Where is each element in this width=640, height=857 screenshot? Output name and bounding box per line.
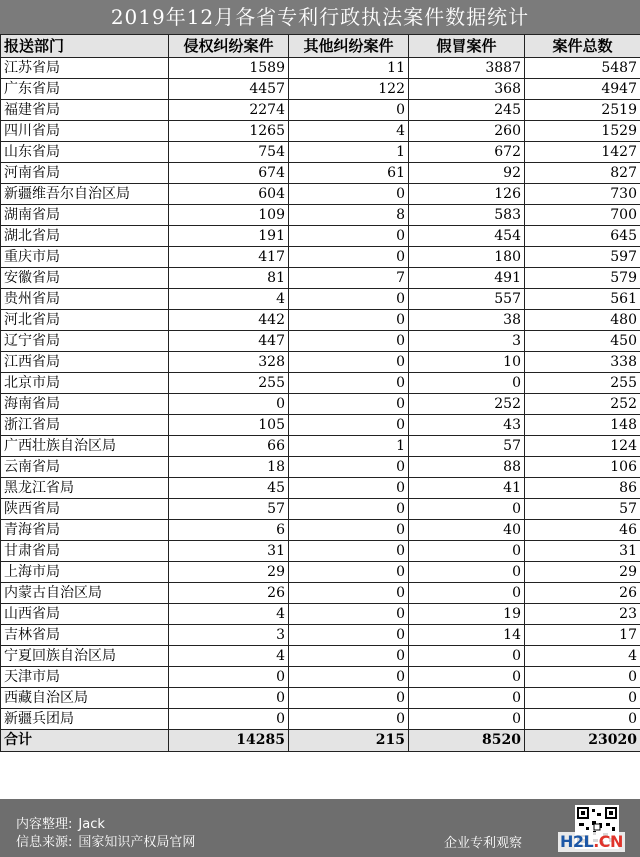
- cell-total-cases: 26: [525, 583, 640, 604]
- table-row: [1, 667, 640, 688]
- table-row: [1, 289, 640, 310]
- cell-total-cases: 5487: [525, 58, 640, 79]
- cell-infringement: 26: [169, 583, 289, 604]
- cell-other-disputes: 0: [289, 310, 409, 331]
- cell-total-cases: 579: [525, 268, 640, 289]
- cell-department: 甘肃省局: [1, 541, 169, 562]
- cell-department: 海南省局: [1, 394, 169, 415]
- table-row: [1, 310, 640, 331]
- table-row: [1, 121, 640, 142]
- cell-counterfeit: 10: [409, 352, 525, 373]
- cell-counterfeit: 57: [409, 436, 525, 457]
- content-credit-label: 内容整理:: [16, 817, 73, 832]
- cell-other-disputes: 0: [289, 520, 409, 541]
- cell-counterfeit: 245: [409, 100, 525, 121]
- watermark-part1: H2L: [560, 832, 594, 851]
- cell-infringement: 255: [169, 373, 289, 394]
- table-row: [1, 184, 640, 205]
- table-row: [1, 604, 640, 625]
- cell-department: 浙江省局: [1, 415, 169, 436]
- table-row: [1, 142, 640, 163]
- table-row: [1, 79, 640, 100]
- cell-total-cases: 86: [525, 478, 640, 499]
- cell-other-disputes: 122: [289, 79, 409, 100]
- cell-other-disputes: 61: [289, 163, 409, 184]
- cell-other-disputes: 0: [289, 562, 409, 583]
- cell-infringement: 0: [169, 394, 289, 415]
- cell-other-disputes: 1: [289, 436, 409, 457]
- cell-department: 西藏自治区局: [1, 688, 169, 709]
- cell-total-cases: 29: [525, 562, 640, 583]
- cell-counterfeit: 92: [409, 163, 525, 184]
- cell-infringement: 604: [169, 184, 289, 205]
- cell-other-disputes: 0: [289, 100, 409, 121]
- cell-infringement: 29: [169, 562, 289, 583]
- table-row: [1, 478, 640, 499]
- cell-department: 江西省局: [1, 352, 169, 373]
- table-row: [1, 331, 640, 352]
- cell-department: 天津市局: [1, 667, 169, 688]
- cell-infringement: 754: [169, 142, 289, 163]
- cell-other-disputes: 0: [289, 478, 409, 499]
- cell-total-cases: 31: [525, 541, 640, 562]
- cell-department: 吉林省局: [1, 625, 169, 646]
- cell-infringement: 2274: [169, 100, 289, 121]
- cell-infringement: 81: [169, 268, 289, 289]
- cell-total-cases: 255: [525, 373, 640, 394]
- cell-infringement: 4: [169, 289, 289, 310]
- cell-other-disputes: 0: [289, 289, 409, 310]
- cell-department: 北京市局: [1, 373, 169, 394]
- cell-infringement: 1589: [169, 58, 289, 79]
- cell-total-cases: 338: [525, 352, 640, 373]
- table-body: [1, 58, 640, 730]
- cell-department: 陕西省局: [1, 499, 169, 520]
- cell-infringement: 109: [169, 205, 289, 226]
- total-counterfeit: 8520: [409, 730, 525, 752]
- table-row: [1, 709, 640, 730]
- cell-department: 云南省局: [1, 457, 169, 478]
- cell-total-cases: 46: [525, 520, 640, 541]
- cell-total-cases: 597: [525, 247, 640, 268]
- cell-counterfeit: 0: [409, 709, 525, 730]
- cell-department: 辽宁省局: [1, 331, 169, 352]
- cell-counterfeit: 491: [409, 268, 525, 289]
- cell-department: 河南省局: [1, 163, 169, 184]
- column-header-other-disputes: 其他纠纷案件: [289, 35, 409, 58]
- cell-other-disputes: 1: [289, 142, 409, 163]
- cell-other-disputes: 0: [289, 709, 409, 730]
- cell-department: 山西省局: [1, 604, 169, 625]
- table-header-row: [1, 35, 640, 58]
- cell-infringement: 1265: [169, 121, 289, 142]
- cell-counterfeit: 38: [409, 310, 525, 331]
- cell-infringement: 0: [169, 667, 289, 688]
- total-infringement: 14285: [169, 730, 289, 752]
- cell-counterfeit: 672: [409, 142, 525, 163]
- cell-other-disputes: 11: [289, 58, 409, 79]
- cell-infringement: 4457: [169, 79, 289, 100]
- cell-department: 安徽省局: [1, 268, 169, 289]
- cell-infringement: 447: [169, 331, 289, 352]
- cell-department: 黑龙江省局: [1, 478, 169, 499]
- cell-counterfeit: 0: [409, 373, 525, 394]
- cell-department: 重庆市局: [1, 247, 169, 268]
- column-header-counterfeit: 假冒案件: [409, 35, 525, 58]
- cell-infringement: 4: [169, 646, 289, 667]
- watermark-part2: .CN: [593, 832, 623, 851]
- cell-other-disputes: 0: [289, 352, 409, 373]
- cell-infringement: 3: [169, 625, 289, 646]
- cell-total-cases: 561: [525, 289, 640, 310]
- table-total-row: [1, 730, 640, 752]
- cell-counterfeit: 0: [409, 583, 525, 604]
- cell-department: 上海市局: [1, 562, 169, 583]
- table-row: [1, 688, 640, 709]
- cell-total-cases: 252: [525, 394, 640, 415]
- cell-infringement: 417: [169, 247, 289, 268]
- table-row: [1, 541, 640, 562]
- cell-total-cases: 480: [525, 310, 640, 331]
- cell-other-disputes: 0: [289, 604, 409, 625]
- page-title: 2019年12月各省专利行政执法案件数据统计: [0, 0, 640, 34]
- cell-counterfeit: 14: [409, 625, 525, 646]
- cell-other-disputes: 0: [289, 457, 409, 478]
- cell-infringement: 0: [169, 688, 289, 709]
- table-row: [1, 415, 640, 436]
- column-header-total-cases: 案件总数: [525, 35, 640, 58]
- cell-total-cases: 0: [525, 688, 640, 709]
- cell-total-cases: 17: [525, 625, 640, 646]
- cell-counterfeit: 3887: [409, 58, 525, 79]
- cell-total-cases: 4947: [525, 79, 640, 100]
- cell-counterfeit: 0: [409, 499, 525, 520]
- cell-infringement: 105: [169, 415, 289, 436]
- cell-other-disputes: 0: [289, 394, 409, 415]
- cell-department: 河北省局: [1, 310, 169, 331]
- content-credit: [16, 813, 105, 832]
- cell-department: 新疆兵团局: [1, 709, 169, 730]
- cell-other-disputes: 0: [289, 184, 409, 205]
- cell-total-cases: 0: [525, 709, 640, 730]
- table-row: [1, 373, 640, 394]
- source-credit-label: 信息来源:: [16, 835, 73, 850]
- cell-infringement: 442: [169, 310, 289, 331]
- cell-other-disputes: 7: [289, 268, 409, 289]
- cell-counterfeit: 126: [409, 184, 525, 205]
- cell-counterfeit: 40: [409, 520, 525, 541]
- cell-department: 新疆维吾尔自治区局: [1, 184, 169, 205]
- cell-other-disputes: 0: [289, 583, 409, 604]
- cell-department: 四川省局: [1, 121, 169, 142]
- cell-other-disputes: 0: [289, 415, 409, 436]
- table-row: [1, 625, 640, 646]
- table-row: [1, 205, 640, 226]
- cell-infringement: 0: [169, 709, 289, 730]
- h2l-watermark-logo: [558, 832, 625, 852]
- table-row: [1, 520, 640, 541]
- cell-infringement: 18: [169, 457, 289, 478]
- total-cases: 23020: [525, 730, 640, 752]
- cell-total-cases: 0: [525, 667, 640, 688]
- cell-department: 宁夏回族自治区局: [1, 646, 169, 667]
- cell-infringement: 31: [169, 541, 289, 562]
- cell-total-cases: 4: [525, 646, 640, 667]
- total-other-disputes: 215: [289, 730, 409, 752]
- cell-total-cases: 57: [525, 499, 640, 520]
- cell-other-disputes: 0: [289, 646, 409, 667]
- cell-total-cases: 645: [525, 226, 640, 247]
- statistics-table: [0, 34, 640, 752]
- cell-department: 广东省局: [1, 79, 169, 100]
- cell-infringement: 6: [169, 520, 289, 541]
- cell-total-cases: 1529: [525, 121, 640, 142]
- cell-other-disputes: 0: [289, 688, 409, 709]
- cell-counterfeit: 583: [409, 205, 525, 226]
- cell-total-cases: 1427: [525, 142, 640, 163]
- table-row: [1, 100, 640, 121]
- cell-counterfeit: 0: [409, 646, 525, 667]
- table-row: [1, 436, 640, 457]
- cell-total-cases: 730: [525, 184, 640, 205]
- cell-other-disputes: 8: [289, 205, 409, 226]
- cell-department: 贵州省局: [1, 289, 169, 310]
- table-row: [1, 247, 640, 268]
- table-row: [1, 352, 640, 373]
- cell-department: 湖北省局: [1, 226, 169, 247]
- table-row: [1, 646, 640, 667]
- total-label: 合计: [1, 730, 169, 752]
- cell-other-disputes: 0: [289, 667, 409, 688]
- brand-name: 企业专利观察: [444, 836, 523, 851]
- table-row: [1, 499, 640, 520]
- cell-other-disputes: 0: [289, 499, 409, 520]
- cell-counterfeit: 3: [409, 331, 525, 352]
- cell-counterfeit: 454: [409, 226, 525, 247]
- table-row: [1, 163, 640, 184]
- table-row: [1, 583, 640, 604]
- table-row: [1, 562, 640, 583]
- cell-department: 福建省局: [1, 100, 169, 121]
- cell-infringement: 191: [169, 226, 289, 247]
- cell-infringement: 328: [169, 352, 289, 373]
- cell-department: 广西壮族自治区局: [1, 436, 169, 457]
- cell-other-disputes: 0: [289, 226, 409, 247]
- cell-counterfeit: 0: [409, 688, 525, 709]
- table-row: [1, 268, 640, 289]
- cell-department: 青海省局: [1, 520, 169, 541]
- cell-total-cases: 124: [525, 436, 640, 457]
- table-row: [1, 58, 640, 79]
- cell-department: 江苏省局: [1, 58, 169, 79]
- column-header-department: 报送部门: [1, 35, 169, 58]
- cell-counterfeit: 19: [409, 604, 525, 625]
- cell-other-disputes: 0: [289, 541, 409, 562]
- cell-counterfeit: 0: [409, 562, 525, 583]
- cell-other-disputes: 4: [289, 121, 409, 142]
- cell-counterfeit: 43: [409, 415, 525, 436]
- table-row: [1, 226, 640, 247]
- cell-other-disputes: 0: [289, 625, 409, 646]
- table-row: [1, 457, 640, 478]
- cell-other-disputes: 0: [289, 331, 409, 352]
- cell-total-cases: 450: [525, 331, 640, 352]
- cell-total-cases: 2519: [525, 100, 640, 121]
- cell-counterfeit: 557: [409, 289, 525, 310]
- cell-counterfeit: 260: [409, 121, 525, 142]
- cell-infringement: 45: [169, 478, 289, 499]
- cell-counterfeit: 368: [409, 79, 525, 100]
- cell-other-disputes: 0: [289, 373, 409, 394]
- cell-total-cases: 106: [525, 457, 640, 478]
- cell-counterfeit: 0: [409, 667, 525, 688]
- cell-counterfeit: 0: [409, 541, 525, 562]
- cell-counterfeit: 88: [409, 457, 525, 478]
- cell-total-cases: 148: [525, 415, 640, 436]
- cell-total-cases: 827: [525, 163, 640, 184]
- footer-bar: [0, 799, 640, 857]
- cell-infringement: 4: [169, 604, 289, 625]
- cell-total-cases: 700: [525, 205, 640, 226]
- cell-infringement: 66: [169, 436, 289, 457]
- source-credit-value: 国家知识产权局官网: [78, 835, 196, 850]
- cell-counterfeit: 41: [409, 478, 525, 499]
- cell-department: 湖南省局: [1, 205, 169, 226]
- source-credit: [16, 831, 195, 850]
- table-row: [1, 394, 640, 415]
- cell-infringement: 674: [169, 163, 289, 184]
- cell-counterfeit: 180: [409, 247, 525, 268]
- content-credit-value: Jack: [78, 817, 105, 832]
- column-header-infringement: 侵权纠纷案件: [169, 35, 289, 58]
- cell-other-disputes: 0: [289, 247, 409, 268]
- cell-department: 内蒙古自治区局: [1, 583, 169, 604]
- cell-infringement: 57: [169, 499, 289, 520]
- cell-total-cases: 23: [525, 604, 640, 625]
- cell-department: 山东省局: [1, 142, 169, 163]
- cell-counterfeit: 252: [409, 394, 525, 415]
